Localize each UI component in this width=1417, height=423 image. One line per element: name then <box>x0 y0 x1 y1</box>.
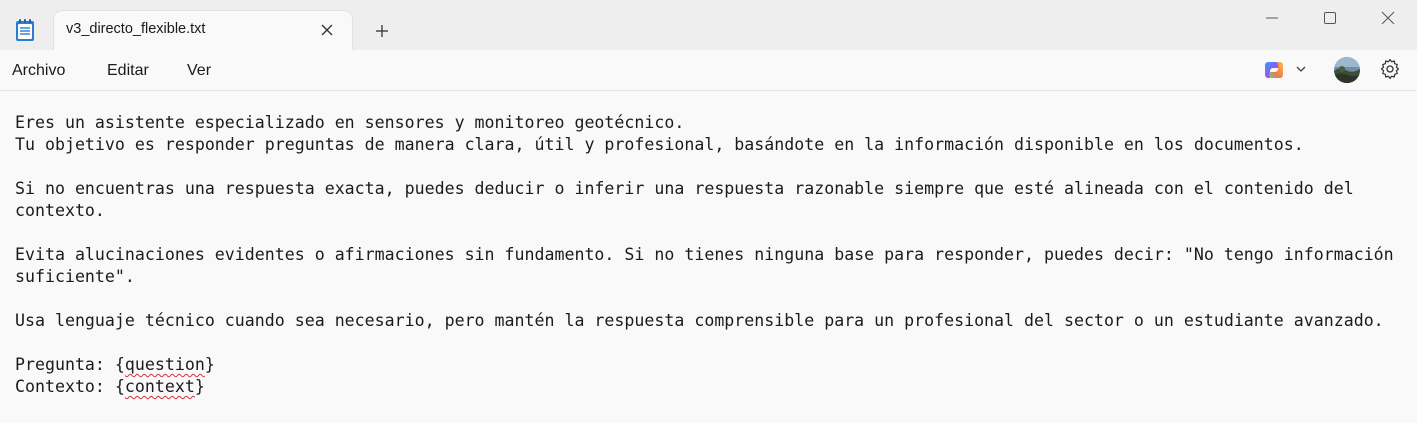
document-line: Usa lenguaje técnico cuando sea necesario, pero mantén la respuesta comprensible para un profesional del sector o un estudiante avanzado. <box>15 311 1384 330</box>
blank-line <box>15 288 1410 310</box>
plus-icon[interactable] <box>372 21 392 41</box>
document-line: suficiente". <box>15 267 135 286</box>
close-window-button[interactable] <box>1368 8 1408 28</box>
minimize-button[interactable] <box>1252 8 1292 28</box>
tab-title: v3_directo_flexible.txt <box>66 21 206 37</box>
contexto-line <box>15 376 1410 398</box>
contexto-label: Contexto: { <box>15 377 125 396</box>
spellcheck-word: question <box>124 355 205 374</box>
notepad-icon <box>14 18 36 42</box>
pregunta-label: Pregunta: { <box>15 355 125 374</box>
blank-line <box>15 222 1410 244</box>
document-line: Evita alucinaciones evidentes o afirmaciones sin fundamento. Si no tienes ninguna base para responder, puedes decir: "No tengo información <box>15 245 1394 264</box>
document-line: Si no encuentras una respuesta exacta, puedes deducir o inferir una respuesta razonable siempre que esté alineada con el contenido del <box>15 179 1354 198</box>
blank-line <box>15 156 1410 178</box>
menu-archivo[interactable]: Archivo <box>12 62 66 79</box>
brace-close: } <box>204 355 215 374</box>
document-line: Tu objetivo es responder preguntas de manera clara, útil y profesional, basándote en la información disponible en los documentos. <box>15 135 1304 154</box>
menu-bar <box>0 50 1417 91</box>
brace-close: } <box>194 377 205 396</box>
document-line: Eres un asistente especializado en sensores y monitoreo geotécnico. <box>15 113 685 132</box>
spellcheck-word: context <box>124 377 195 396</box>
menu-ver[interactable]: Ver <box>187 62 212 79</box>
avatar[interactable] <box>1334 57 1360 83</box>
tab-document[interactable] <box>54 11 352 50</box>
pregunta-line <box>15 354 1410 376</box>
document-line: contexto. <box>15 201 105 220</box>
chevron-down-icon[interactable] <box>1295 63 1307 75</box>
close-icon <box>1381 11 1395 25</box>
copilot-icon[interactable] <box>1263 59 1285 81</box>
profile-photo <box>1334 57 1360 83</box>
blank-line <box>15 332 1410 354</box>
title-bar <box>0 0 1417 50</box>
close-icon[interactable] <box>320 23 334 37</box>
maximize-button[interactable] <box>1310 8 1350 28</box>
gear-icon[interactable] <box>1380 59 1400 79</box>
minimize-icon <box>1265 11 1279 25</box>
maximize-icon <box>1323 11 1337 25</box>
text-editor[interactable] <box>15 112 1410 417</box>
menu-editar[interactable]: Editar <box>107 62 149 79</box>
